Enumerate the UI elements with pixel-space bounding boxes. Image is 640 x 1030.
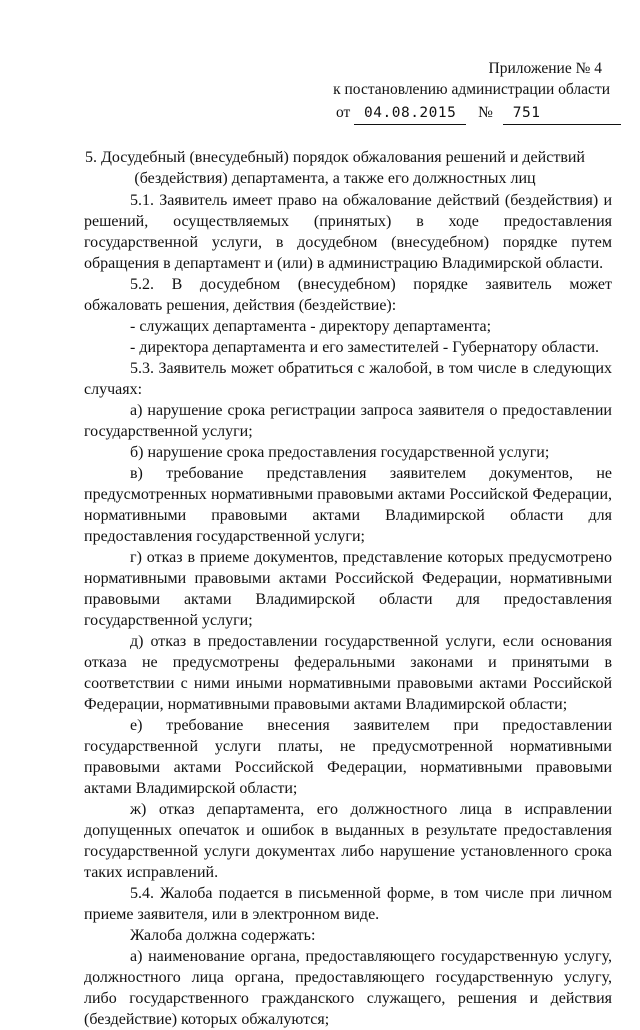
list-item: - служащих департамента - директору департамента; [130, 318, 492, 335]
list-item: д) отказ в предоставлении государственной услуги, если основания отказа не предусмотрены федеральными законами и принятыми в соответствии с ними иными нормативными правовыми актами Российской Федерации, нормативными правовыми актами Владимирской области; [84, 633, 612, 713]
list-item: б) нарушение срока предоставления государственной услуги; [130, 444, 550, 461]
section-heading-line-1: 5. Досудебный (внесудебный) порядок обжалования решений и действий [84, 149, 585, 166]
paragraph: 5.2. В досудебном (внесудебном) порядке заявитель может обжаловать решения, действия (бездействие): [84, 276, 612, 314]
resolution-date: 04.08.2015 [354, 103, 466, 125]
resolution-number: 751 [503, 103, 621, 125]
appendix-block [310, 58, 610, 125]
list-item: - директора департамента и его заместителей - Губернатору области. [130, 339, 600, 356]
from-label: от [336, 104, 351, 121]
section-heading [70, 147, 600, 189]
list-item: ж) отказ департамента, его должностного лица в исправлении допущенных опечаток и ошибок в выданных в результате предоставления государственной услуги документах либо нарушение установленного срока таких исправлений. [84, 801, 612, 881]
appendix-subtitle: к постановлению администрации области [333, 81, 610, 98]
appendix-date-number [310, 102, 610, 125]
paragraph: Жалоба должна содержать: [130, 927, 316, 944]
appendix-title: Приложение № 4 [488, 60, 602, 77]
list-item: е) требование внесения заявителем при предоставлении государственной услуги платы, не предусмотренной нормативными правовыми актами Российской Федерации, нормативными правовыми актами Владимирской области; [84, 717, 612, 797]
section-heading-line-2: (бездействия) департамента, а также его должностных лиц [134, 170, 536, 187]
paragraph: 5.1. Заявитель имеет право на обжалование действий (бездействия) и решений, осуществляемых (принятых) в ходе предоставления государственной услуги, в досудебном (внесудебном) порядке путем обращения в департамент и (или) в администрацию Владимирской области. [84, 192, 612, 272]
list-item: а) нарушение срока регистрации запроса заявителя о предоставлении государственной услуги; [84, 402, 612, 440]
list-item: г) отказ в приеме документов, представление которых предусмотрено нормативными правовыми актами Российской Федерации, нормативными правовыми актами Владимирской области для предоставления государственной услуги; [84, 549, 612, 629]
paragraph: 5.3. Заявитель может обратиться с жалобой, в том числе в следующих случаях: [84, 360, 612, 398]
section-body [84, 190, 612, 1030]
paragraph: 5.4. Жалоба подается в письменной форме, в том числе при личном приеме заявителя, или в электронном виде. [84, 885, 612, 923]
list-item: а) наименование органа, предоставляющего государственную услугу, должностного лица органа, предоставляющего государственную услугу, либо государственного гражданского служащего, решения и действия (бездействие) которых обжалуются; [84, 948, 612, 1028]
number-label: № [478, 104, 493, 121]
list-item: в) требование представления заявителем документов, не предусмотренных нормативными правовыми актами Российской Федерации, нормативными правовыми актами Владимирской области для предоставления государственной услуги; [84, 465, 612, 545]
